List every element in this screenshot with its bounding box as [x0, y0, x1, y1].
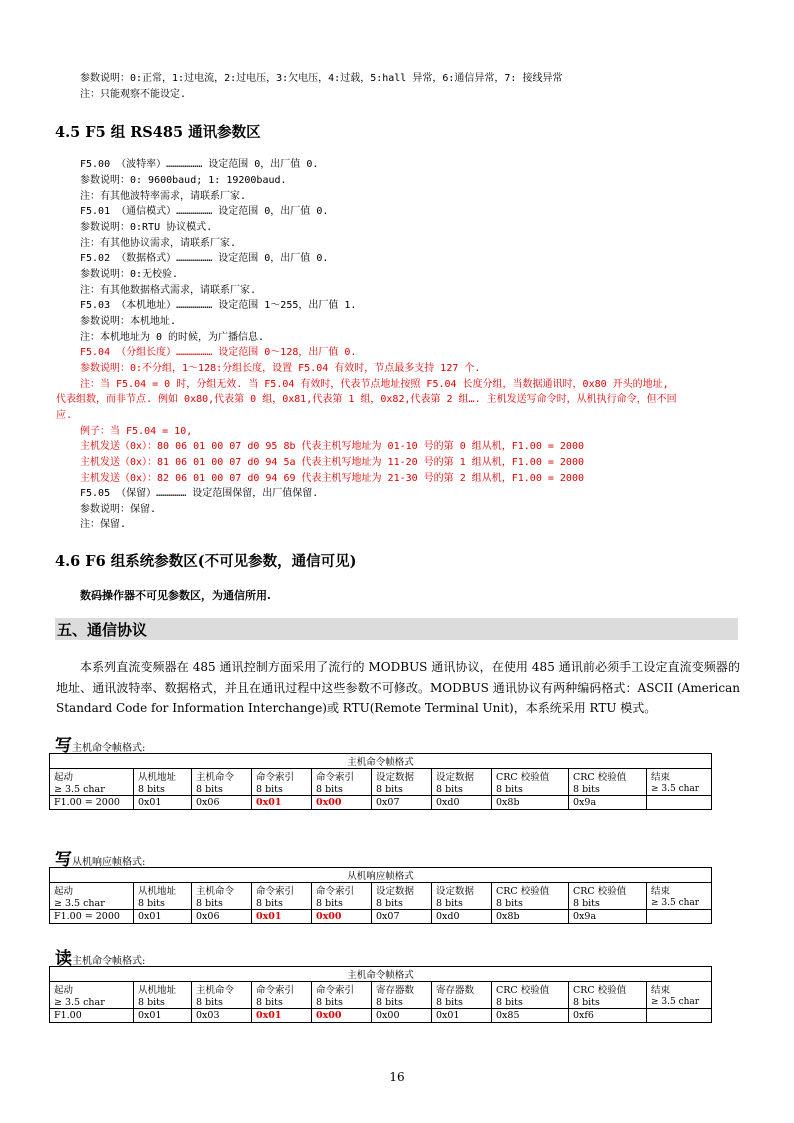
value-cell: 0x01: [134, 1009, 192, 1023]
f504-example: 例子：当 F5.04 = 10,: [80, 426, 193, 437]
value-cell-highlight: 0x00: [312, 910, 372, 924]
bits-cell: 8 bits: [372, 996, 432, 1009]
chapter-paragraph: 本系列直流变频器在 485 通讯控制方面采用了流行的 MODBUS 通讯协议，在使用 485 通讯前必须手工设定直流变频器的地址、通讯波特率、数据格式，并且在通讯过程中这些参数不可修改。MODBUS 通讯协议有两种编码格式：ASCII (American Standard Code for Information Interchange)或 RTU(Remote Terminal Unit)，本系统采用 RTU 模式。: [56, 660, 740, 715]
f505-line: F5.05 （保留）…………… 设定范围保留，出厂值保留.: [80, 488, 319, 499]
header-cell: 结束: [647, 883, 712, 898]
frame-table-write-master: [49, 753, 712, 810]
chapter-heading-bar: [55, 618, 738, 640]
status-param-note: 注：只能观察不能设定.: [80, 89, 187, 100]
value-cell: 0xd0: [432, 910, 492, 924]
bits-cell: ≥ 3.5 char: [647, 996, 712, 1009]
f5-line: 参数说明：本机地址.: [80, 316, 177, 327]
value-cell: 0xf6: [569, 1009, 647, 1023]
bits-cell: ≥ 3.5 char: [647, 783, 712, 796]
header-cell: 从机地址: [134, 883, 192, 898]
header-cell: CRC 校验值: [569, 769, 647, 784]
header-cell: 寄存器数: [432, 982, 492, 997]
bits-cell: 8 bits: [372, 897, 432, 910]
header-cell: 从机地址: [134, 982, 192, 997]
header-cell: 起动: [50, 883, 134, 898]
bits-cell: 8 bits: [492, 783, 569, 796]
bits-cell: 8 bits: [134, 996, 192, 1009]
header-cell: 命令索引: [252, 883, 312, 898]
value-cell: 0x8b: [492, 910, 569, 924]
bits-cell: 8 bits: [432, 897, 492, 910]
value-cell: 0x00: [372, 1009, 432, 1023]
header-cell: 起动: [50, 982, 134, 997]
chapter-heading: 五、通信协议: [57, 621, 148, 639]
f5-line: 参数说明：0:RTU 协议模式.: [80, 222, 213, 233]
frame-table-write-slave: [49, 867, 712, 924]
bits-cell: 8 bits: [312, 897, 372, 910]
f504-line: 应.: [56, 410, 73, 421]
header-cell: 起动: [50, 769, 134, 784]
header-cell: 主机命令: [192, 769, 252, 784]
value-cell: 0xd0: [432, 796, 492, 810]
bits-cell: ≥ 3.5 char: [50, 897, 134, 910]
header-cell: 命令索引: [312, 883, 372, 898]
f505-line: 参数说明：保留.: [80, 504, 157, 515]
value-cell: [647, 796, 712, 810]
bits-cell: 8 bits: [252, 783, 312, 796]
f504-line: 代表组数，而非节点. 例如 0x80,代表第 0 组，0x81,代表第 1 组，0x82,代表第 2 组…. 主机发送写命令时，从机执行命令，但不回: [56, 394, 677, 405]
bits-cell: ≥ 3.5 char: [50, 996, 134, 1009]
value-cell: [647, 1009, 712, 1023]
bits-cell: 8 bits: [432, 996, 492, 1009]
header-cell: CRC 校验值: [569, 883, 647, 898]
value-cell: F1.00 = 2000: [50, 796, 134, 810]
header-cell: 结束: [647, 982, 712, 997]
caption-text: 主机命令帧格式:: [72, 743, 146, 754]
bits-cell: 8 bits: [569, 783, 647, 796]
bits-cell: 8 bits: [134, 897, 192, 910]
bits-cell: ≥ 3.5 char: [50, 783, 134, 796]
bits-cell: 8 bits: [372, 783, 432, 796]
caption-text: 从机响应帧格式:: [72, 857, 146, 868]
header-cell: 主机命令: [192, 982, 252, 997]
bits-cell: 8 bits: [492, 996, 569, 1009]
bits-cell: 8 bits: [492, 897, 569, 910]
header-cell: 命令索引: [312, 769, 372, 784]
caption-mark: 写: [55, 850, 72, 870]
value-cell: 0x06: [192, 910, 252, 924]
bits-cell: 8 bits: [192, 996, 252, 1009]
f504-line: 注：当 F5.04 = 0 时，分组无效. 当 F5.04 有效时，代表节点地址按照 F5.04 长度分组，当数据通讯时，0x80 开头的地址,: [80, 379, 669, 390]
value-cell: 0x01: [134, 910, 192, 924]
header-cell: 命令索引: [252, 769, 312, 784]
header-cell: 从机地址: [134, 769, 192, 784]
f5-line: 注：有其他协议需求，请联系厂家.: [80, 238, 237, 249]
f5-line: 注：本机地址为 0 的时候，为广播信息.: [80, 332, 265, 343]
header-cell: 寄存器数: [372, 982, 432, 997]
f5-line: F5.03 （本机地址）……………… 设定范围 1～255，出厂值 1.: [80, 300, 357, 311]
value-cell-highlight: 0x00: [312, 1009, 372, 1023]
section-heading-4-5: 4.5 F5 组 RS485 通讯参数区: [55, 124, 261, 141]
bits-cell: 8 bits: [569, 996, 647, 1009]
value-cell: 0x07: [372, 910, 432, 924]
f504-line: F5.04 （分组长度）……………… 设定范围 0～128，出厂值 0.: [80, 347, 357, 358]
value-cell: 0x9a: [569, 910, 647, 924]
bits-cell: ≥ 3.5 char: [647, 897, 712, 910]
f5-line: 注：有其他波特率需求，请联系厂家.: [80, 191, 247, 202]
f5-line: F5.01 （通信模式）……………… 设定范围 0，出厂值 0.: [80, 206, 329, 217]
value-cell-highlight: 0x01: [252, 1009, 312, 1023]
f504-example: 主机发送（0x）：82 06 01 00 07 d0 94 69 代表主机写地址为 21-30 号的第 2 组从机，F1.00 = 2000: [80, 473, 584, 484]
caption-text: 主机命令帧格式:: [72, 956, 146, 967]
header-cell: 主机命令: [192, 883, 252, 898]
bits-cell: 8 bits: [252, 897, 312, 910]
header-cell: CRC 校验值: [492, 883, 569, 898]
bits-cell: 8 bits: [569, 897, 647, 910]
f504-example: 主机发送（0x）：80 06 01 00 07 d0 95 8b 代表主机写地址为 01-10 号的第 0 组从机，F1.00 = 2000: [80, 441, 584, 452]
header-cell: 设定数据: [372, 769, 432, 784]
table-title: 主机命令帧格式: [50, 754, 712, 769]
value-cell: 0x01: [134, 796, 192, 810]
value-cell: 0x01: [432, 1009, 492, 1023]
value-cell: 0x07: [372, 796, 432, 810]
header-cell: 命令索引: [312, 982, 372, 997]
value-cell: 0x85: [492, 1009, 569, 1023]
value-cell: F1.00 = 2000: [50, 910, 134, 924]
header-cell: 设定数据: [432, 769, 492, 784]
f505-line: 注：保留.: [80, 519, 127, 530]
value-cell: 0x8b: [492, 796, 569, 810]
caption-mark: 写: [55, 736, 72, 756]
header-cell: 结束: [647, 769, 712, 784]
section-heading-4-6: 4.6 F6 组系统参数区(不可见参数，通信可见): [55, 553, 357, 570]
f5-line: F5.02 （数据格式）……………… 设定范围 0，出厂值 0.: [80, 253, 329, 264]
table-title: 主机命令帧格式: [50, 967, 712, 982]
f5-line: F5.00 （波特率）……………… 设定范围 0，出厂值 0.: [80, 159, 319, 170]
value-cell-highlight: 0x00: [312, 796, 372, 810]
header-cell: CRC 校验值: [492, 982, 569, 997]
value-cell: F1.00: [50, 1009, 134, 1023]
bits-cell: 8 bits: [134, 783, 192, 796]
f5-line: 参数说明：0:无校验.: [80, 269, 179, 280]
header-cell: 设定数据: [432, 883, 492, 898]
caption-mark: 读: [55, 949, 72, 969]
table-title: 从机响应帧格式: [50, 868, 712, 883]
value-cell-highlight: 0x01: [252, 796, 312, 810]
bits-cell: 8 bits: [192, 783, 252, 796]
bits-cell: 8 bits: [312, 783, 372, 796]
bits-cell: 8 bits: [192, 897, 252, 910]
f5-line: 参数说明：0: 9600baud; 1: 19200baud.: [80, 175, 287, 186]
bits-cell: 8 bits: [312, 996, 372, 1009]
f5-line: 注：有其他数据格式需求，请联系厂家.: [80, 285, 257, 296]
f504-example: 主机发送（0x）：81 06 01 00 07 d0 94 5a 代表主机写地址为 11-20 号的第 1 组从机，F1.00 = 2000: [80, 457, 584, 468]
status-param-desc: 参数说明：0:正常，1:过电流，2:过电压，3:欠电压，4:过载，5:hall 异常，6:通信异常，7: 接线异常: [80, 73, 563, 84]
header-cell: CRC 校验值: [569, 982, 647, 997]
value-cell: 0x06: [192, 796, 252, 810]
value-cell-highlight: 0x01: [252, 910, 312, 924]
header-cell: 设定数据: [372, 883, 432, 898]
header-cell: 命令索引: [252, 982, 312, 997]
value-cell: [647, 910, 712, 924]
value-cell: 0x03: [192, 1009, 252, 1023]
section-4-6-note: 数码操作器不可见参数区，为通信所用.: [80, 589, 271, 602]
header-cell: CRC 校验值: [492, 769, 569, 784]
bits-cell: 8 bits: [432, 783, 492, 796]
f504-line: 参数说明：0:不分组，1～128:分组长度，设置 F5.04 有效时，节点最多支持 127 个.: [80, 363, 481, 374]
page-number: 16: [389, 1070, 405, 1084]
frame-table-read-master: [49, 966, 712, 1023]
bits-cell: 8 bits: [252, 996, 312, 1009]
value-cell: 0x9a: [569, 796, 647, 810]
